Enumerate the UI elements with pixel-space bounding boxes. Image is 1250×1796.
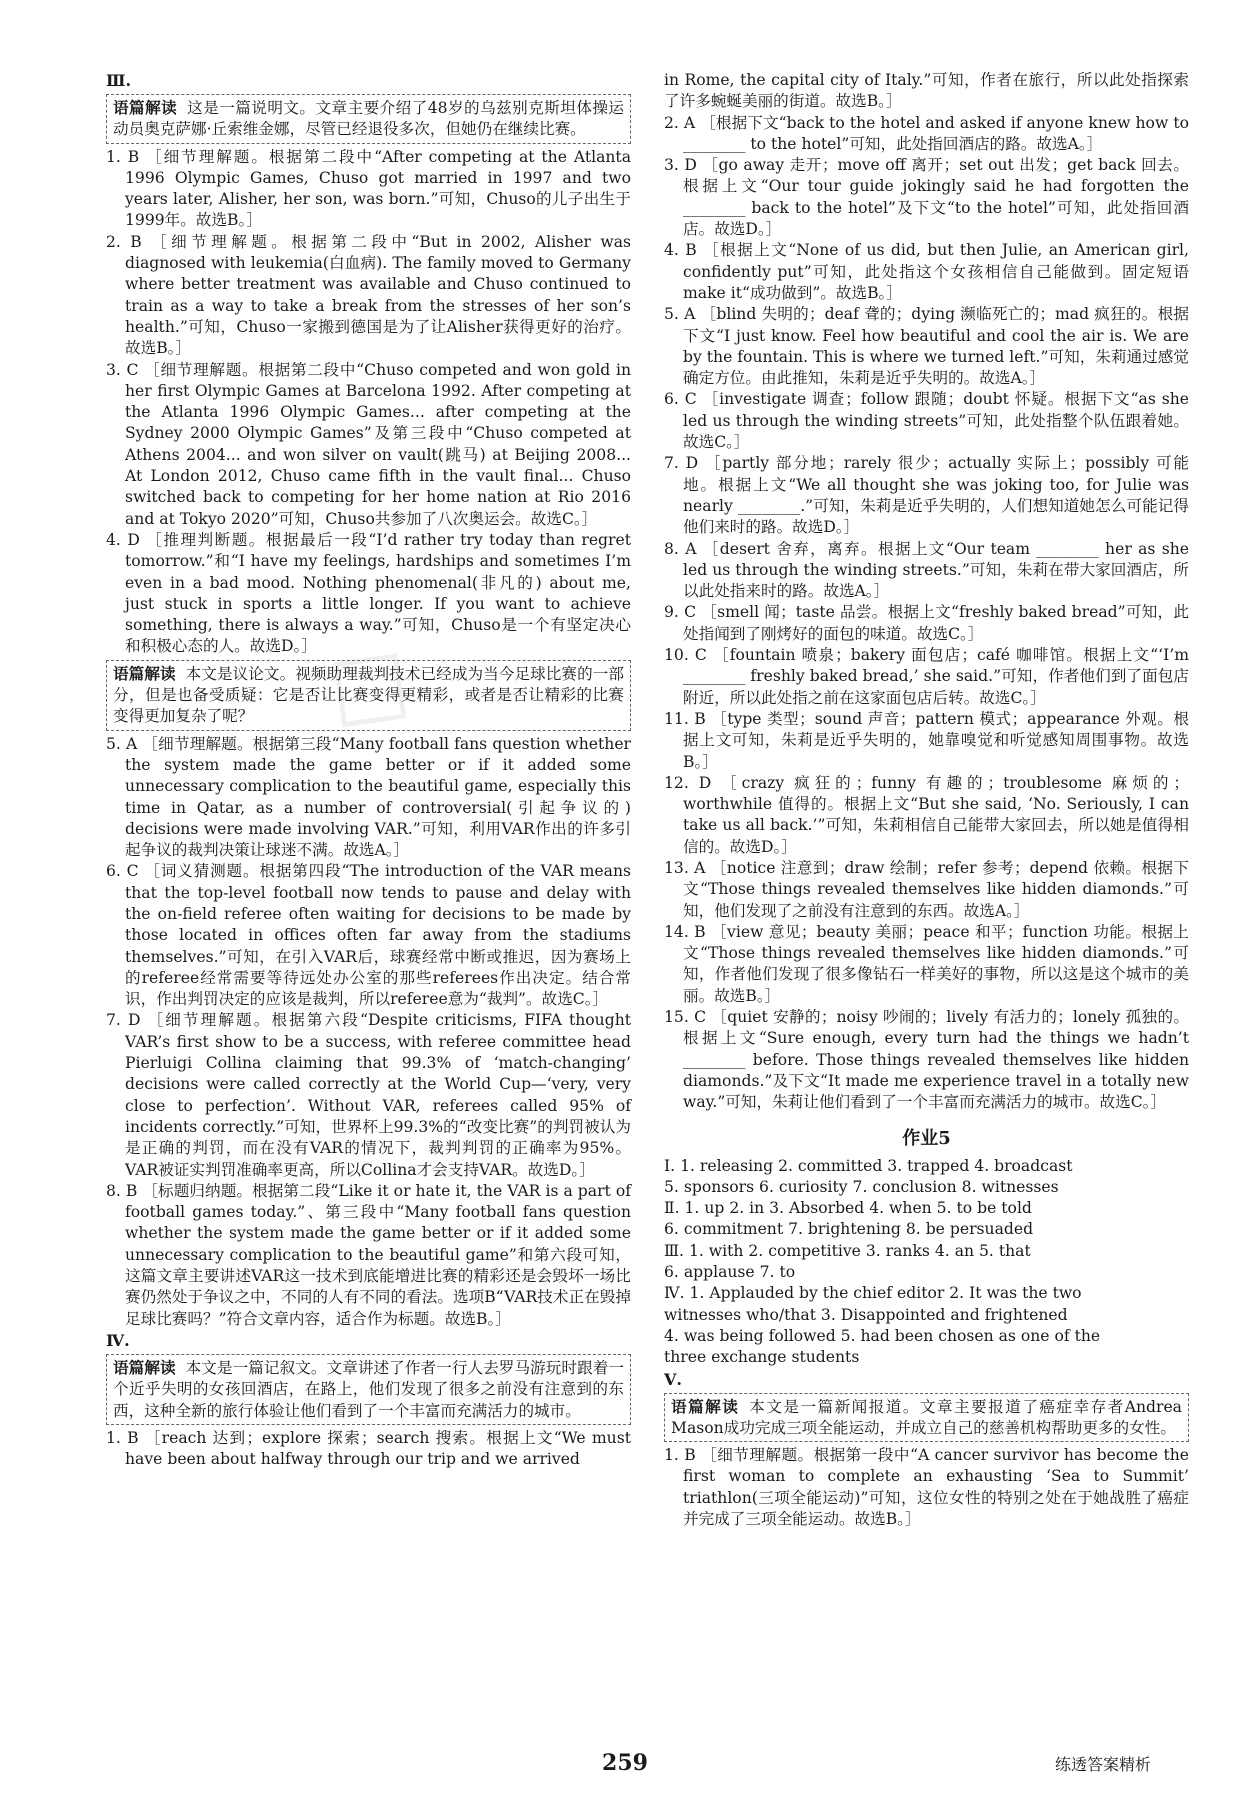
answer-item: 3. D ［go away 走开；move off 离开；set out 出发；get back 回去。根据上文“Our tour guide jokingly said he had forgotten the ________ back to the hotel”及下文“to the hotel”可知，此处指回酒店。故选D。］ xyxy=(664,156,1189,239)
answer-line: 6. commitment 7. brightening 8. be persuaded xyxy=(664,1220,1034,1239)
passage-summary-box xyxy=(106,94,631,144)
summary-tag: 语篇解读 xyxy=(113,1357,176,1377)
right-column xyxy=(664,70,1189,1530)
answer-item: 9. C ［smell 闻；taste 品尝。根据上文“freshly baked bread”可知，此处指闻到了刚烤好的面包的味道。故选C。］ xyxy=(664,603,1189,643)
summary-text: 这是一篇说明文。文章主要介绍了48岁的乌兹别克斯坦体操运动员奥克萨娜·丘索维金娜，尽管已经退役多次，但她仍在继续比赛。 xyxy=(113,99,624,139)
running-title: 练透答案精析 xyxy=(1055,1755,1152,1774)
answer-line: Ⅱ. 1. up 2. in 3. Absorbed 4. when 5. to be told xyxy=(664,1199,1032,1218)
page-number: 259 xyxy=(602,1750,648,1776)
answer-item: 15. C ［quiet 安静的；noisy 吵闹的；lively 有活力的；lonely 孤独的。根据上文“Sure enough, every turn had the things we hadn’t ________ before. Those things revealed themselves like hidden diamonds.”及下文“It made me experience travel in a totally new way.”可知，朱莉让他们看到了一个丰富而充满活力的城市。故选C。］ xyxy=(664,1008,1189,1112)
left-column xyxy=(106,70,631,1470)
watermark: ☐ xyxy=(323,634,418,751)
answer-line: three exchange students xyxy=(664,1348,860,1367)
section-heading-5: Ⅴ. xyxy=(664,1369,682,1389)
answer-item: 6. C ［词义猜测题。根据第四段“The introduction of the VAR means that the top-level football now tends to pause and delay with the on-field referee often waiting for decisions to be made by those located in offices often far away from the stadiums themselves.”可知，在引入VAR后，球赛经常中断或推迟，因为赛场上的referee经常需要等待远处办公室的那些referees作出决定。结合常识，作出判罚决定的应该是裁判，所以referee意为“裁判”。故选C。］ xyxy=(106,862,631,1009)
answer-line: witnesses who/that 3. Disappointed and frightened xyxy=(664,1305,1068,1324)
answer-line: Ⅰ. 1. releasing 2. committed 3. trapped 4. broadcast xyxy=(664,1156,1073,1175)
answer-item: 5. A ［细节理解题。根据第三段“Many football fans question whether the system made the game better or if it added some unnecessary complication to the beautiful game, especially this time in Qatar, as a number of controversial(引起争议的) decisions were made involving VAR.”可知，利用VAR作出的许多引起争议的裁判决策让球迷不满。故选A。］ xyxy=(106,734,631,860)
section-heading-4: Ⅳ. xyxy=(106,1330,130,1350)
continued-text: in Rome, the capital city of Italy.”可知，作者在旅行，所以此处指探索了许多蜿蜒美丽的街道。故选B。］ xyxy=(664,71,1189,111)
section-heading-3: Ⅲ. xyxy=(106,71,132,90)
answer-item: 13. A ［notice 注意到；draw 绘制；refer 参考；depend 依赖。根据下文“Those things revealed themselves like hidden diamonds.”可知，他们发现了之前没有注意到的东西。故选A。］ xyxy=(664,858,1189,920)
passage-summary-box xyxy=(106,1354,631,1425)
answer-item: 2. B ［细节理解题。根据第二段中“But in 2002, Alisher was diagnosed with leukemia(白血病). The family moved to Germany where better treatment was available and Chuso continued to train as a way to take a break from the stresses of her son’s health.”可知，Chuso一家搬到德国是为了让Alisher获得更好的治疗。故选B。］ xyxy=(106,232,631,358)
answer-item: 1. B ［reach 达到；explore 探索；search 搜索。根据上文“We must have been about halfway through our trip and we arrived xyxy=(106,1428,631,1469)
answer-item: 3. C ［细节理解题。根据第二段中“Chuso competed and won gold in her first Olympic Games at Barcelona 1992. After competing at the Atlanta 1996 Olympic Games... after competing at the Sydney 2000 Olympic Games”及第三段中“Chuso competed at Athens 2004... and won silver on vault(跳马) at Beijing 2008... At London 2012, Chuso came fifth in the vault final... Chuso switched back to competing for her home nation at Rio 2016 and at Tokyo 2020”可知，Chuso共参加了八次奥运会。故选C。］ xyxy=(106,360,631,528)
answer-item: 1. B ［细节理解题。根据第二段中“After competing at the Atlanta 1996 Olympic Games, Chuso got married in 1997 and two years later, Alisher, her son, was born.”可知，Chuso的儿子出生于1999年。故选B。］ xyxy=(106,147,631,230)
summary-text: 本文是一篇新闻报道。文章主要报道了癌症幸存者Andrea Mason成功完成三项全能运动，并成立自己的慈善机构帮助更多的女性。 xyxy=(671,1397,1182,1437)
answer-line: 4. was being followed 5. had been chosen as one of the xyxy=(664,1326,1101,1345)
homework-title: 作业5 xyxy=(902,1127,951,1149)
answer-item: 8. B ［标题归纳题。根据第二段“Like it or hate it, the VAR is a part of football games today.”、第三段中“Many football fans question whether the system made the game better or if it added some unnecessary complication to the beautiful game”和第六段可知，这篇文章主要讲述VAR这一技术到底能增进比赛的精彩还是会毁坏一场比赛仍然处于争议之中，不同的人有不同的看法。选项B“VAR技术正在毁掉足球比赛吗？”符合文章内容，适合作为标题。故选B。］ xyxy=(106,1181,631,1328)
summary-tag: 语篇解读 xyxy=(113,98,178,117)
answer-item: 7. D ［细节理解题。根据第六段“Despite criticisms, FIFA thought VAR’s first show to be a success, with referee committee head Pierluigi Collina claiming that 99.3% of ‘match-changing’ decisions were called correctly at the World Cup—‘very, very close to perfection’. Without VAR, referees called 95% of incidents correctly.”可知，世界杯上99.3%的“改变比赛”的判罚被认为是正确的判罚，而在没有VAR的情况下，裁判判罚的正确率为95%。VAR被证实判罚准确率更高，所以Collina才会支持VAR。故选D。］ xyxy=(106,1011,631,1179)
passage-summary-box xyxy=(106,660,631,731)
answer-item: 6. C ［investigate 调查；follow 跟随；doubt 怀疑。根据下文“as she led us through the winding streets”可知，此处指整个队伍跟着她。故选C。］ xyxy=(664,390,1189,452)
passage-summary-box xyxy=(664,1393,1189,1443)
answer-line: Ⅲ. 1. with 2. competitive 3. ranks 4. an 5. that xyxy=(664,1241,1031,1260)
answer-item: 8. A ［desert 舍弃，离弃。根据上文“Our team ________ her as she led us through the winding streets.”可知，朱莉在带大家回酒店，所以此处指来时的路。故选A。］ xyxy=(664,539,1189,601)
answer-item: 12. D ［crazy 疯狂的；funny 有趣的；troublesome 麻烦的；worthwhile 值得的。根据上文“But she said, ‘No. Seriously, I can take us all back.’”可知，朱莉相信自己能带大家回去，所以她是值得相信的。故选D。］ xyxy=(664,773,1189,856)
answer-line: 5. sponsors 6. curiosity 7. conclusion 8. witnesses xyxy=(664,1177,1059,1196)
answer-item: 14. B ［view 意见；beauty 美丽；peace 和平；function 功能。根据上文“Those things revealed themselves like hidden diamonds.”可知，作者他们发现了很多像钻石一样美好的事物，所以这是这个城市的美丽。故选B。］ xyxy=(664,922,1189,1005)
answer-item: 2. A ［根据下文“back to the hotel and asked if anyone knew how to ________ to the hotel”可知，此处指回酒店的路。故选A。］ xyxy=(664,113,1189,153)
answer-line: Ⅳ. 1. Applauded by the chief editor 2. It was the two xyxy=(664,1284,1082,1303)
answer-line: 6. applause 7. to xyxy=(664,1263,796,1282)
answer-item: 7. D ［partly 部分地；rarely 很少；actually 实际上；possibly 可能地。根据上文“We all thought she was joking too, for Julie was nearly ________.”可知，朱莉是近乎失明的，人们想知道她怎么可能记得他们来时的路。故选D。］ xyxy=(664,454,1189,537)
summary-text: 本文是议论文。视频助理裁判技术已经成为当今足球比赛的一部分，但是也备受质疑：它是否让比赛变得更精彩，或者是否让精彩的比赛变得更加复杂了呢？ xyxy=(113,664,624,726)
summary-tag: 语篇解读 xyxy=(113,663,176,683)
answer-item: 4. B ［根据上文“None of us did, but then Julie, an American girl, confidently put”可知，此处指这个女孩相信自己能做到。固定短语make it“成功做到”。故选B。］ xyxy=(664,241,1189,302)
summary-tag: 语篇解读 xyxy=(671,1396,740,1416)
answer-item: 4. D ［推理判断题。根据最后一段“I’d rather try today than regret tomorrow.”和“I have my feelings, hardships and sometimes I’m even in a bad mood. Nothing phenomenal(非凡的) about me, just stuck in sports a little longer. If you want to achieve something, there is always a way.”可知，Chuso是一个有坚定决心和积极心态的人。故选D。］ xyxy=(106,530,631,656)
answer-item: 10. C ［fountain 喷泉；bakery 面包店；café 咖啡馆。根据上文“‘I’m ________ freshly baked bread,’ she said.”可知，作者他们到了面包店附近，所以此处指之前在这家面包店后转。故选C。］ xyxy=(664,646,1189,707)
answer-item: 1. B ［细节理解题。根据第一段中“A cancer survivor has become the first woman to complete an exhausting ‘Sea to Summit’ triathlon(三项全能运动)”可知，这位女性的特别之处在于她战胜了癌症并完成了三项全能运动。故选B。］ xyxy=(664,1446,1189,1528)
answer-item: 11. B ［type 类型；sound 声音；pattern 模式；appearance 外观。根据上文可知，朱莉是近乎失明的，她靠嗅觉和听觉感知周围事物。故选B。］ xyxy=(664,709,1189,771)
answer-item: 5. A ［blind 失明的；deaf 聋的；dying 濒临死亡的；mad 疯狂的。根据下文“I just know. Feel how beautiful and cool the air is. We are by the fountain. This is where we turned left.”可知，朱莉通过感觉确定方位。由此推知，朱莉是近乎失明的。故选A。］ xyxy=(664,305,1189,388)
summary-text: 本文是一篇记叙文。文章讲述了作者一行人去罗马游玩时跟着一个近乎失明的女孩回酒店，在路上，他们发现了很多之前没有注意到的东西，这种全新的旅行体验让他们看到了一个丰富而充满活力的城市。 xyxy=(113,1358,624,1420)
